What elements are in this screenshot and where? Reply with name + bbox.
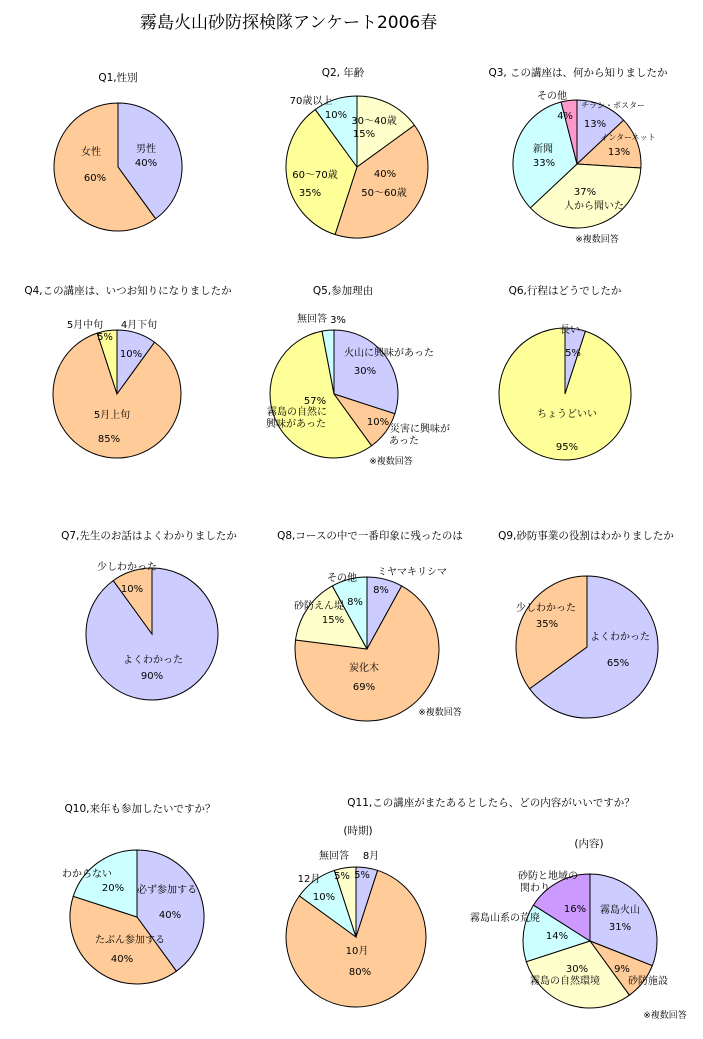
q11-slice-0-label: 8月 [362,851,380,862]
q2-slice-3-label: 70歳以上 [289,96,333,107]
q9-slice-1-value: 35% [535,619,559,630]
q5-slice-2-label: 興味があった [266,419,326,430]
q7-slice-0-value: 90% [140,671,164,682]
q6-title: Q6,行程はどうでしたか [508,285,622,297]
q6-slice-0-value: 5% [565,348,581,359]
q11-title: Q11,この講座がまたあるとしたら、どの内容がいいですか？ [347,797,635,809]
q2-slice-2-label: 60～70歳 [292,170,338,181]
q5-slice-1-value: 10% [366,417,390,428]
q3-title: Q3, この講座は、何から知りましたか [488,67,668,79]
q4-slice-2-value: 5% [97,332,113,343]
q3-slice-0-value: 13% [583,119,607,130]
q3-slice-4-value: 4% [557,111,573,122]
q6-slice-1-value: 95% [555,442,579,453]
q12-slice-4-value: 16% [563,904,587,915]
q5-slice-1-label: 災害に興味が [390,424,450,435]
q5-slice-3-label: 無回答 [297,314,327,325]
q3-note: ※複数回答 [575,235,619,245]
q12-slice-3-label: 霧島山系の荒廃 [470,913,540,924]
q2-title: Q2, 年齢 [321,67,365,79]
q1-slice-1-value: 60% [83,173,107,184]
q1-slice-0-label: 男性 [136,144,156,155]
q10-title: Q10,来年も参加したいですか？ [64,803,216,815]
q3-slice-0-label: チラシ・ポスター [581,101,645,110]
q10-slice-1-value: 40% [110,954,134,965]
q5-slice-1-label: あった [389,436,419,447]
q2-slice-3-value: 10% [324,110,348,121]
q6-slice-0-label: 長い [560,325,580,336]
q10-slice-0-label: 必ず参加する [137,885,197,896]
q12-slice-0-label: 霧島火山 [600,905,640,916]
q5-slice-2-value: 57% [303,396,327,407]
q2-slice-0-value: 15% [352,129,376,140]
q7-slice-0-label: よくわかった [123,655,183,666]
q4-slice-0-value: 10% [119,349,143,360]
q4-slice-1-label: 5月上旬 [93,410,131,421]
q10-slice-1-label: たぶん参加する [95,935,165,946]
q8-slice-0-label: ミヤマキリシマ [377,567,447,578]
q4-title: Q4,この講座は、いつお知りになりましたか [24,285,232,297]
q9-slice-0-value: 65% [606,658,630,669]
q2-slice-1-label: 50～60歳 [361,188,407,199]
q10-slice-2-label: わからない [62,869,112,880]
q1-title: Q1,性別 [98,72,138,84]
q12-slice-1-label: 砂防施設 [628,976,668,987]
q12-subtitle: (内容) [574,838,604,850]
q9-title: Q9,砂防事業の役割はわかりましたか [498,530,674,542]
q8-slice-1-label: 炭化木 [349,663,379,674]
q1-slice-1-label: 女性 [81,147,101,158]
q5-slice-0-value: 30% [353,366,377,377]
q12-slice-0-value: 31% [608,922,632,933]
q2-slice-1-value: 40% [373,169,397,180]
q12-slice-2-label: 霧島の自然環境 [530,976,600,987]
q11-slice-3-value: 5% [334,871,350,882]
q5-note: ※複数回答 [369,457,413,467]
q3-slice-4-label: その他 [537,91,567,102]
q3-slice-3-label: 新聞 [533,144,553,155]
q12-slice-3-value: 14% [545,931,569,942]
q11-slice-0-value: 5% [354,870,370,881]
q2-slice-0-label: 30～40歳 [351,116,397,127]
q3-slice-3-value: 33% [532,158,556,169]
q11-slice-2-label: 12月 [297,874,321,885]
q5-slice-2-label: 霧島の自然に [267,407,327,418]
q8-slice-3-label: その他 [327,573,357,584]
q1-slice-0-value: 40% [134,158,158,169]
q12-slice-2-value: 30% [565,964,589,975]
q12-note: ※複数回答 [643,1011,687,1021]
q4-slice-2-label: 5月中旬 [66,320,104,331]
q9-slice-0-label: よくわかった [590,632,650,643]
q3-slice-2-value: 37% [573,187,597,198]
q11-slice-2-value: 10% [312,892,336,903]
q11-slice-1-label: 10月 [345,946,369,957]
q8-note: ※複数回答 [418,708,462,718]
q10-slice-2-value: 20% [101,883,125,894]
q5-slice-0-label: 火山に興味があった [344,348,434,359]
page-title: 霧島火山砂防探検隊アンケート2006春 [140,13,438,33]
q12-slice-4-label: 砂防と地域の [518,871,578,882]
q3-slice-2-label: 人から聞いた [564,201,624,212]
q2-slice-2-value: 35% [298,188,322,199]
q7-slice-1-value: 10% [120,584,144,595]
q12-slice-4-label: 関わり [520,883,550,894]
q9-slice-1-label: 少しわかった [516,603,576,614]
q12-slice-1-value: 9% [614,964,630,975]
q7-slice-1-label: 少しわかった [97,562,157,573]
q4-slice-0-label: 4月下旬 [120,320,158,331]
q3-slice-1-label: インターネット [600,133,656,142]
q8-slice-3-value: 8% [347,597,363,608]
q5-title: Q5,参加理由 [312,285,374,297]
q4-slice-1-value: 85% [97,434,121,445]
q3-slice-1-value: 13% [607,147,631,158]
q8-slice-0-value: 8% [373,585,389,596]
q11-slice-1-value: 80% [348,967,372,978]
q11-subtitle: (時期) [343,825,373,837]
q7-title: Q7,先生のお話はよくわかりましたか [61,530,237,542]
q5-slice-3-value: 3% [330,315,346,326]
q11-slice-3-label: 無回答 [319,851,349,862]
q6-slice-1-label: ちょうどいい [537,409,597,420]
q8-title: Q8,コースの中で一番印象に残ったのは [277,530,463,542]
q8-slice-2-value: 15% [321,615,345,626]
q8-slice-1-value: 69% [352,682,376,693]
q8-slice-2-label: 砂防えん堤 [294,601,344,612]
q10-slice-0-value: 40% [158,910,182,921]
